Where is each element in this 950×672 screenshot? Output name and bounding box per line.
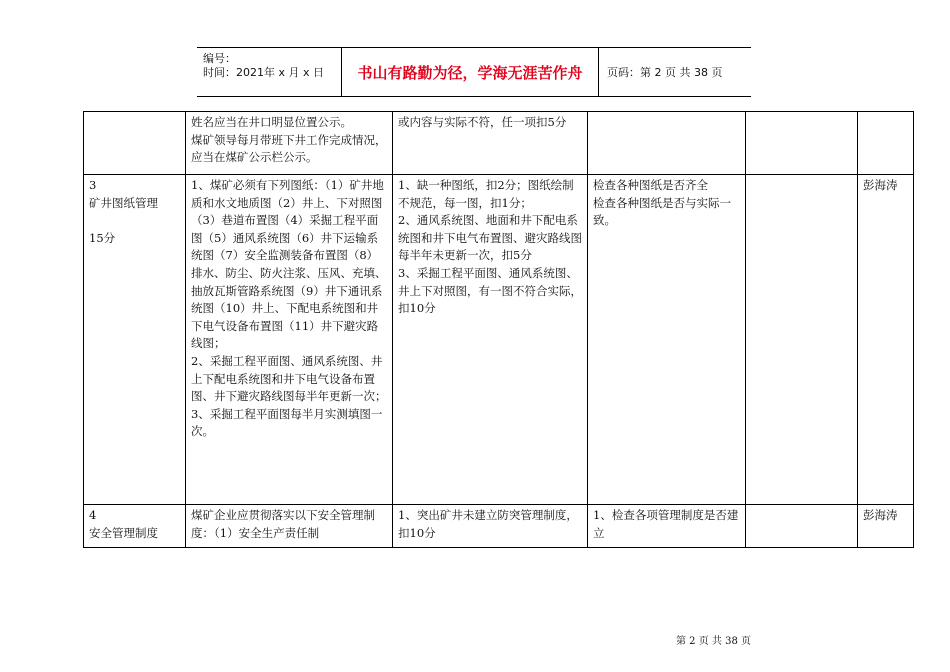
item-cell: 4 安全管理制度 (84, 505, 186, 548)
inspection-table (83, 111, 914, 548)
person-cell: 彭海涛 (858, 505, 914, 548)
item-cell (84, 112, 186, 175)
score-cell (746, 175, 858, 505)
table-row (84, 505, 914, 548)
requirement-cell: 煤矿企业应贯彻落实以下安全管理制度：（1）安全生产责任制 (186, 505, 393, 548)
score-cell (746, 112, 858, 175)
method-cell: 1、检查各项管理制度是否建立 (588, 505, 746, 548)
header-page-number: 页码：第 2 页 共 38 页 (607, 66, 723, 79)
page-header (197, 47, 751, 97)
header-meta (197, 48, 342, 96)
header-date: 时间：2021年 x 月 x 日 (203, 66, 324, 79)
header-number: 编号： (203, 52, 236, 65)
requirement-cell: 1、煤矿必须有下列图纸：（1）矿井地质和水文地质图（2）井上、下对照图（3）巷道布置图（4）采掘工程平面图（5）通风系统图（6）井下运输系统图（7）安全监测装备布置图（8）排水、防尘、防火注浆、压风、充填、抽放瓦斯管路系统图（9）井下通讯系统图（10）井上、下配电系统图和井下电气设备布置图（11）井下避灾路线图； 2、采掘工程平面图、通风系统图、井上下配电系统图和井下电气设备布置图、井下避灾路线图每半年更新一次； 3、采掘工程平面图每半月实测填图一次。 (186, 175, 393, 505)
item-cell: 3 矿井图纸管理 15分 (84, 175, 186, 505)
score-cell (746, 505, 858, 548)
header-slogan: 书山有路勤为径，学海无涯苦作舟 (342, 48, 599, 96)
person-cell: 彭海涛 (858, 175, 914, 505)
method-cell: 检查各种图纸是否齐全 检查各种图纸是否与实际一致。 (588, 175, 746, 505)
page-footer: 第 2 页 共 38 页 (676, 636, 751, 647)
deduction-cell: 1、缺一种图纸，扣2分；图纸绘制不规范，每一图，扣1分； 2、通风系统图、地面和井下配电系统图和井下电气布置图、避灾路线图每半年未更新一次，扣5分 3、采掘工程平面图、通风系统图、井上下对照图，有一图不符合实际，扣10分 (393, 175, 588, 505)
requirement-cell: 姓名应当在井口明显位置公示。 煤矿领导每月带班下井工作完成情况，应当在煤矿公示栏公示。 (186, 112, 393, 175)
method-cell (588, 112, 746, 175)
deduction-cell: 或内容与实际不符，任一项扣5分 (393, 112, 588, 175)
table-row (84, 112, 914, 175)
deduction-cell: 1、突出矿井未建立防突管理制度，扣10分 (393, 505, 588, 548)
table-row (84, 175, 914, 505)
person-cell (858, 112, 914, 175)
